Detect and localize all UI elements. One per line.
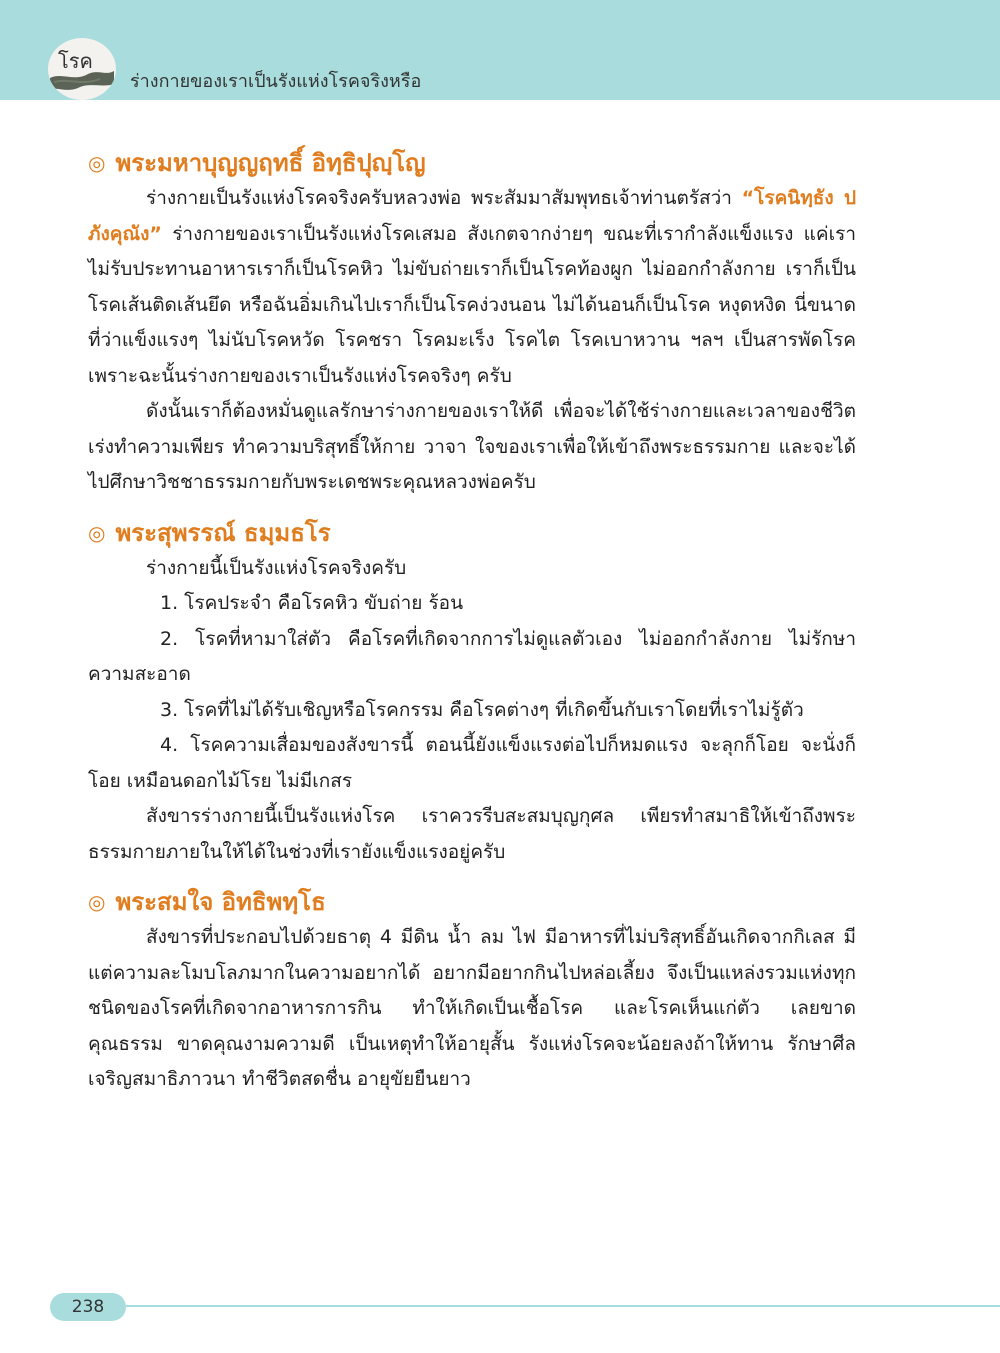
section-2-intro: ร่างกายนี้เป็นรังแห่งโรคจริงครับ bbox=[146, 556, 407, 579]
list-item: 1. โรคประจำ คือโรคหิว ขับถ่าย ร้อน bbox=[160, 592, 464, 614]
section-heading-3 bbox=[88, 884, 856, 920]
section-3-paragraph-1: สังขารที่ประกอบไปด้วยธาตุ 4 มีดิน น้ำ ลม ไฟ มีอาหารที่ไม่บริสุทธิ์อันเกิดจากกิเลส มีแต่ความละโมบโลภมากในความอยากได้ อยากมีอยากกินไปหล่อเลี้ยง จึงเป็นแหล่งรวมแห่งทุกชนิดของโรคที่เกิดจากอาหารการกิน ทำให้เกิดเป็นเชื้อโรค และโรคเห็นแก่ตัว เลยขาดคุณธรรม ขาดคุณงามความดี เป็นเหตุทำให้อายุสั้น รังแห่งโรคจะน้อยลงถ้าให้ทาน รักษาศีล เจริญสมาธิภาวนา ทำชีวิตสดชื่น อายุขัยยืนยาว bbox=[88, 926, 856, 1090]
bullet-icon: ◎ bbox=[88, 151, 106, 175]
highlight-quote: “โรคนิทฺธัง ปภังคุณัง” bbox=[88, 187, 857, 245]
list-item: 2. โรคที่หามาใส่ตัว คือโรคที่เกิดจากการไม่ดูแลตัวเอง ไม่ออกกำลังกาย ไม่รักษาความสะอาด bbox=[88, 627, 856, 685]
section-1-paragraph-1 bbox=[88, 181, 856, 394]
paragraph-text: ร่างกายของเราเป็นรังแห่งโรคเสมอ สังเกตจากง่ายๆ ขณะที่เรากำลังแข็งแรง แค่เราไม่รับประทานอาหารเราก็เป็นโรคหิว ไม่ขับถ่ายเราก็เป็นโรคท้องผูก ไม่ออกกำลังกาย เราก็เป็นโรคเส้นติดเส้นยึด หรือฉันอิ่มเกินไปเราก็เป็นโรคง่วงนอน ไม่ได้นอนก็เป็นโรค หงุดหงิด นี่ขนาดที่ว่าแข็งแรงๆ ไม่นับโรคหวัด โรคชรา โรคมะเร็ง โรคไต โรคเบาหวาน ฯลฯ เป็นสารพัดโรค เพราะฉะนั้นร่างกายของเราเป็นรังแห่งโรคจริงๆ ครับ bbox=[88, 222, 856, 387]
footer-rule bbox=[126, 1305, 1000, 1307]
page-number: 238 bbox=[50, 1293, 126, 1321]
header-logo bbox=[48, 38, 116, 100]
section-1-paragraph-2: ดังนั้นเราก็ต้องหมั่นดูแลรักษาร่างกายของเราให้ดี เพื่อจะได้ใช้ร่างกายและเวลาของชีวิตเร่งทำความเพียร ทำความบริสุทธิ์ให้กาย วาจา ใจของเราเพื่อให้เข้าถึงพระธรรมกาย และจะได้ไปศึกษาวิชชาธรรมกายกับพระเดชพระคุณหลวงพ่อครับ bbox=[88, 400, 856, 493]
logo-brushstroke-icon bbox=[48, 38, 116, 100]
section-heading-1 bbox=[88, 145, 856, 181]
paragraph-text: ร่างกายเป็นรังแห่งโรคจริงครับหลวงพ่อ พระสัมมาสัมพุทธเจ้าท่านตรัสว่า bbox=[146, 187, 742, 209]
header-title: ร่างกายของเราเป็นรังแห่งโรคจริงหรือ bbox=[130, 71, 422, 92]
svg-text:โรค: โรค bbox=[58, 49, 93, 73]
section-heading-2 bbox=[88, 515, 856, 551]
list-item: 3. โรคที่ไม่ได้รับเชิญหรือโรคกรรม คือโรคต่างๆ ที่เกิดขึ้นกับเราโดยที่เราไม่รู้ตัว bbox=[160, 698, 804, 721]
section-heading-text: พระสุพรรณ์ ธมฺมธโร bbox=[115, 518, 331, 547]
page-content bbox=[88, 145, 856, 1098]
list-item: 4. โรคความเสื่อมของสังขารนี้ ตอนนี้ยังแข็งแรงต่อไปก็หมดแรง จะลุกก็โอย จะนั่งก็โอย เหมือนดอกไม้โรย ไม่มีเกสร bbox=[88, 734, 856, 792]
bullet-icon: ◎ bbox=[88, 520, 106, 545]
section-heading-text: พระสมใจ อิทธิพทฺโธ bbox=[115, 888, 326, 916]
section-2-closing: สังขารร่างกายนี้เป็นรังแห่งโรค เราควรรีบสะสมบุญกุศล เพียรทำสมาธิให้เข้าถึงพระธรรมกายภายในให้ได้ในช่วงที่เรายังแข็งแรงอยู่ครับ bbox=[88, 805, 856, 863]
bullet-icon: ◎ bbox=[88, 890, 106, 914]
section-heading-text: พระมหาบุญญฤทธิ์ อิทฺธิปุญฺโญ bbox=[115, 149, 426, 177]
